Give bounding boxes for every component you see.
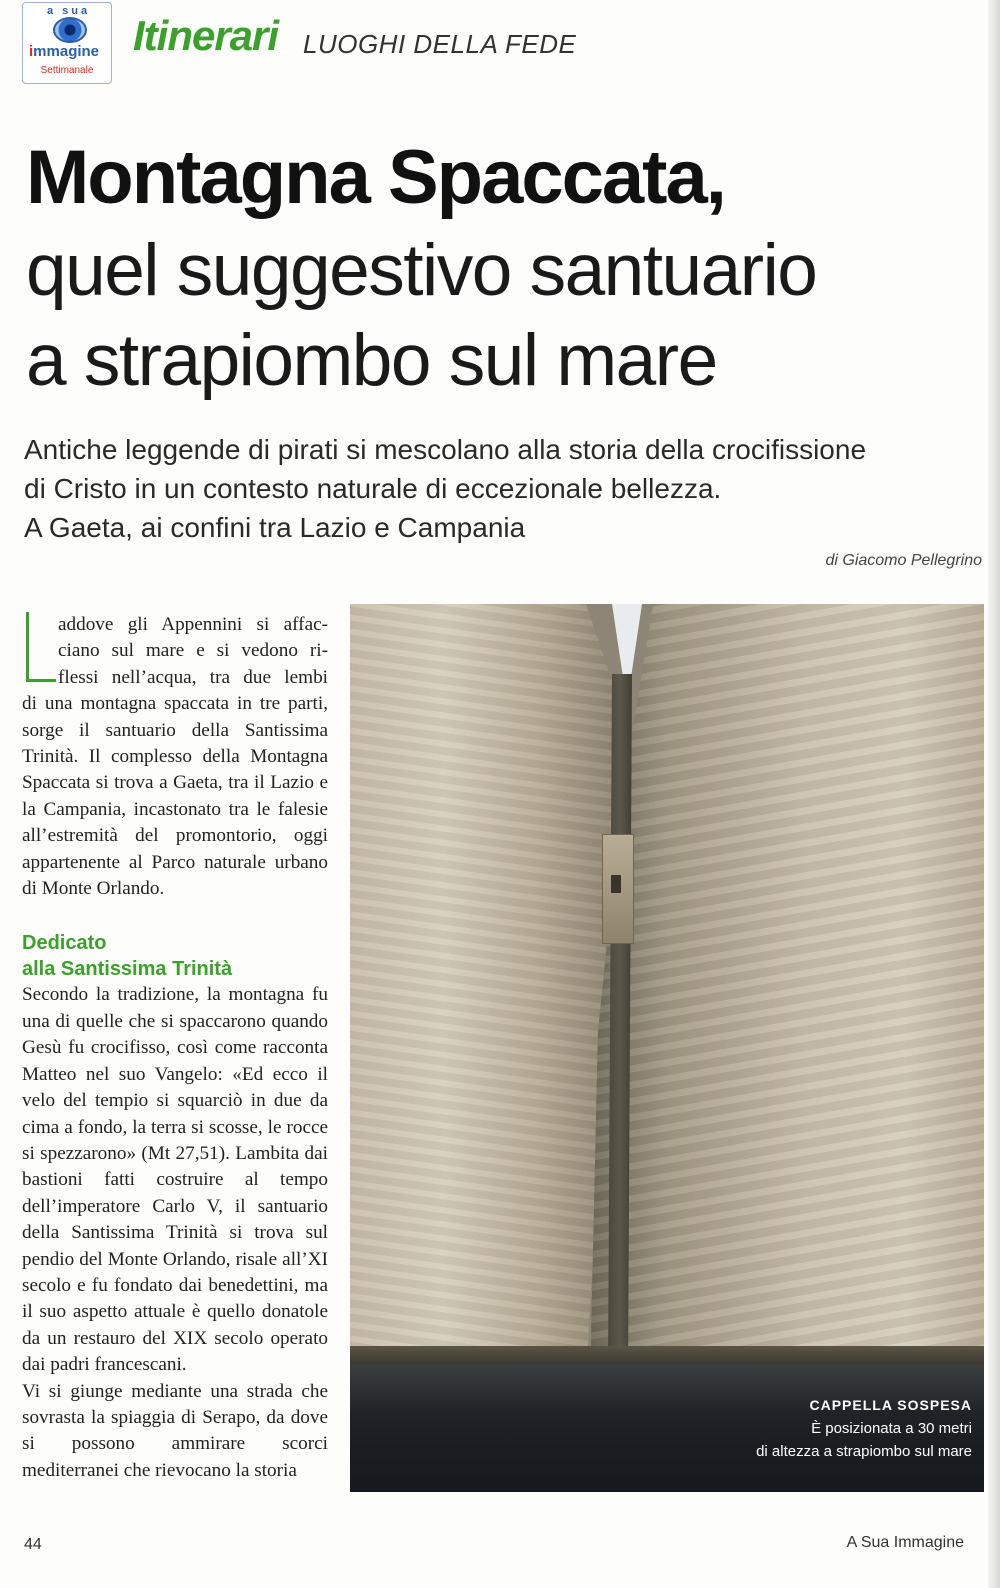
intro-paragraph: di una montagna spaccata in tre parti, sorge il santuario della Santissima Trinità. Il complesso della Montagna Spaccata si trova a Gaeta, tra il Lazio e la Campania, incastonato tra le falesie all’estremità del promontorio, oggi appartenente al Parco naturale urbano di Monte Orlando. [22, 693, 328, 900]
photo-caption [756, 1394, 972, 1463]
photo-sky [612, 604, 642, 684]
subhead-line-1: quel suggestivo santuario [26, 230, 817, 311]
deck-line-3: A Gaeta, ai confini tra Lazio e Campania [24, 512, 526, 543]
intro-line-3: flessi nell’acqua, tra due lembi [58, 666, 328, 688]
article-subhead [26, 226, 816, 406]
logo-arc-text: a sua [47, 5, 91, 17]
logo-wordmark: immagine [29, 43, 100, 60]
drop-cap-l-shape [26, 612, 56, 682]
caption-title: CAPPELLA SOSPESA [809, 1397, 972, 1413]
body-paragraph-3: Vi si giunge mediante una strada che sovrasta la spiaggia di Serapo, da dove si possono ammirare scorci mediterranei che rievocano la storia [22, 1380, 328, 1481]
byline: di Giacomo Pellegrino [825, 552, 982, 569]
subhead-line-2: a strapiombo sul mare [26, 320, 717, 401]
intro-line-1: addove gli Appennini si affac- [58, 614, 328, 635]
magazine-logo [22, 2, 112, 84]
subheading-line-1: Dedicato [22, 932, 107, 955]
drop-cap-lines [58, 612, 328, 691]
deck-line-1: Antiche leggende di pirati si mescolano alla storia della crocifissione [24, 434, 867, 465]
photo-cliff-right [590, 604, 984, 1384]
photo-cliff-left [350, 604, 618, 1384]
drop-cap-block [22, 612, 328, 691]
intro-line-2: ciano sul mare e si vedono ri- [58, 640, 328, 662]
caption-line-1: È posizionata a 30 metri [811, 1420, 972, 1437]
body-paragraph-2: Secondo la tradizione, la montagna fu una di quelle che si spaccarono quando Gesù fu crocifisso, così come racconta Matteo nel suo Vangelo: «Ed ecco il velo del tempio si squarciò in due da cima a fondo, la terra si scosse, le rocce si spezzarono» (Mt 27,51). Lambita dai bastioni fatti costruire al tempo dell’imperatore Carlo V, il santuario della Santissima Trinità si trova sul pendio del Monte Orlando, risale all’XI secolo e fu fondato dai benedettini, ma il suo aspetto attuale è quello donatole da un restauro del XIX secolo operato dai padri francescani. [22, 984, 328, 1376]
deck-line-2: di Cristo in un contesto naturale di eccezionale bellezza. [24, 473, 722, 504]
section-subheading [22, 930, 328, 982]
logo-subtitle: Settimanale [40, 65, 94, 76]
eye-icon [53, 17, 87, 43]
article-deck [24, 430, 984, 547]
page-edge [988, 0, 1000, 1588]
article-headline: Montagna Spaccata, [26, 135, 725, 220]
magazine-name: A Sua Immagine [846, 1534, 964, 1551]
subheading-line-2: alla Santissima Trinità [22, 958, 233, 981]
page-number: 44 [24, 1536, 42, 1553]
body-column [22, 612, 328, 1484]
section-title: Itinerari [133, 12, 279, 59]
section-subtitle: LUOGHI DELLA FEDE [303, 29, 577, 59]
caption-line-2: di altezza a strapiombo sul mare [756, 1443, 972, 1460]
cliff-photo [350, 604, 984, 1492]
photo-chapel [602, 834, 634, 944]
